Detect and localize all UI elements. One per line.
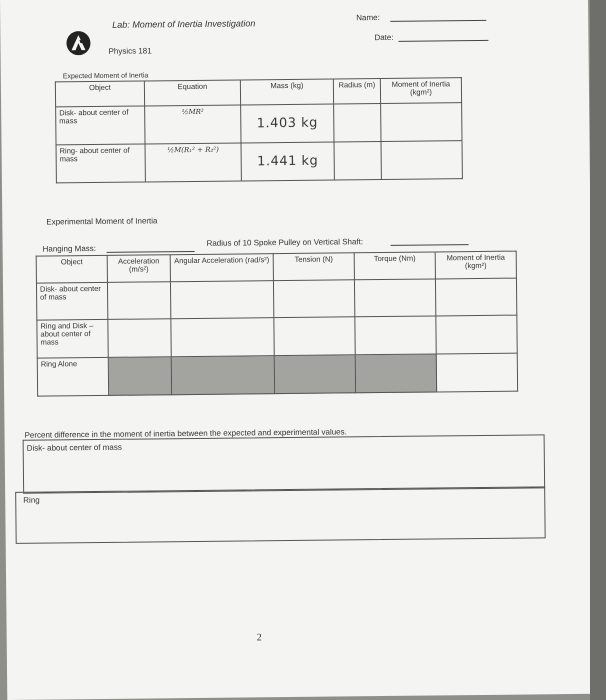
ring-percent-label: Ring <box>23 495 40 505</box>
date-label: Date: <box>374 32 394 43</box>
disk-percent-box[interactable] <box>23 434 546 493</box>
ring-radius[interactable] <box>334 142 381 180</box>
table-row <box>56 103 462 145</box>
ring-equation: ½M(R₁² + R₂²) <box>145 143 241 182</box>
name-label: Name: <box>356 13 380 23</box>
experimental-section-title: Experimental Moment of Inertia <box>46 216 158 227</box>
cell[interactable] <box>107 282 170 320</box>
school-logo <box>66 31 90 55</box>
hanging-mass-label: Hanging Mass: <box>42 244 97 254</box>
experimental-table <box>36 251 518 397</box>
disk-radius[interactable] <box>334 104 381 142</box>
cell[interactable] <box>170 281 273 319</box>
row-disk-object: Disk- about center of mass <box>56 106 145 145</box>
course-name: Physics 181 <box>108 46 152 56</box>
shaded-cell <box>355 354 436 393</box>
shaded-cell <box>171 356 274 395</box>
row-ring-object: Ring- about center of mass <box>56 144 145 183</box>
ring-moment[interactable] <box>381 141 462 180</box>
table-row <box>36 278 516 320</box>
lab-title: Lab: Moment of Inertia Investigation <box>112 18 256 30</box>
hanging-mass-line[interactable] <box>107 251 195 253</box>
disk-equation: ½MR² <box>145 105 241 144</box>
page-number: 2 <box>256 632 262 644</box>
row-disk: Disk- about center of mass <box>36 282 107 320</box>
col-moment: Moment of Inertia (kgm²) <box>380 78 461 104</box>
cell[interactable] <box>435 278 516 316</box>
cell[interactable] <box>355 316 436 355</box>
ring-percent-box[interactable] <box>15 486 546 544</box>
col-mass: Mass (kg) <box>240 79 333 105</box>
cell[interactable] <box>171 318 274 357</box>
col-object: Object <box>36 255 107 283</box>
col-torque: Torque (Nm) <box>354 252 435 280</box>
table-row <box>37 315 517 358</box>
expected-table <box>55 77 463 183</box>
ring-mass[interactable]: 1.441 kg <box>241 142 334 181</box>
row-ring-and-disk: Ring and Disk – about center of mass <box>37 319 108 358</box>
percent-difference-title: Percent difference in the moment of inertia between the expected and experimental values. <box>24 427 347 440</box>
cell[interactable] <box>436 353 517 392</box>
shaded-cell <box>108 357 171 396</box>
cell[interactable] <box>108 319 171 358</box>
background-strip <box>590 0 606 700</box>
shaded-cell <box>274 355 355 394</box>
cell[interactable] <box>436 315 517 354</box>
col-object: Object <box>55 81 144 107</box>
table-row <box>37 353 517 396</box>
cell[interactable] <box>274 317 355 356</box>
table-row <box>56 141 462 183</box>
name-line[interactable] <box>390 20 486 22</box>
disk-moment[interactable] <box>381 103 462 142</box>
col-tension: Tension (N) <box>273 253 354 281</box>
cell[interactable] <box>354 279 435 317</box>
expected-section-title: Expected Moment of Inertia <box>62 72 149 81</box>
col-moment: Moment of Inertia (kgm²) <box>435 251 516 279</box>
row-ring-alone: Ring Alone <box>37 357 108 396</box>
disk-percent-label: Disk- about center of mass <box>26 442 122 453</box>
col-angular-acceleration: Angular Acceleration (rad/s²) <box>170 254 273 282</box>
date-line[interactable] <box>398 40 488 42</box>
disk-mass[interactable]: 1.403 kg <box>241 104 334 143</box>
col-acceleration: Acceleration (m/s²) <box>107 255 170 283</box>
col-radius: Radius (m) <box>333 79 380 104</box>
radius-shaft-line[interactable] <box>391 244 469 246</box>
col-equation: Equation <box>144 80 240 106</box>
cell[interactable] <box>273 280 354 318</box>
radius-shaft-label: Radius of 10 Spoke Pulley on Vertical Shaft: <box>206 237 364 248</box>
